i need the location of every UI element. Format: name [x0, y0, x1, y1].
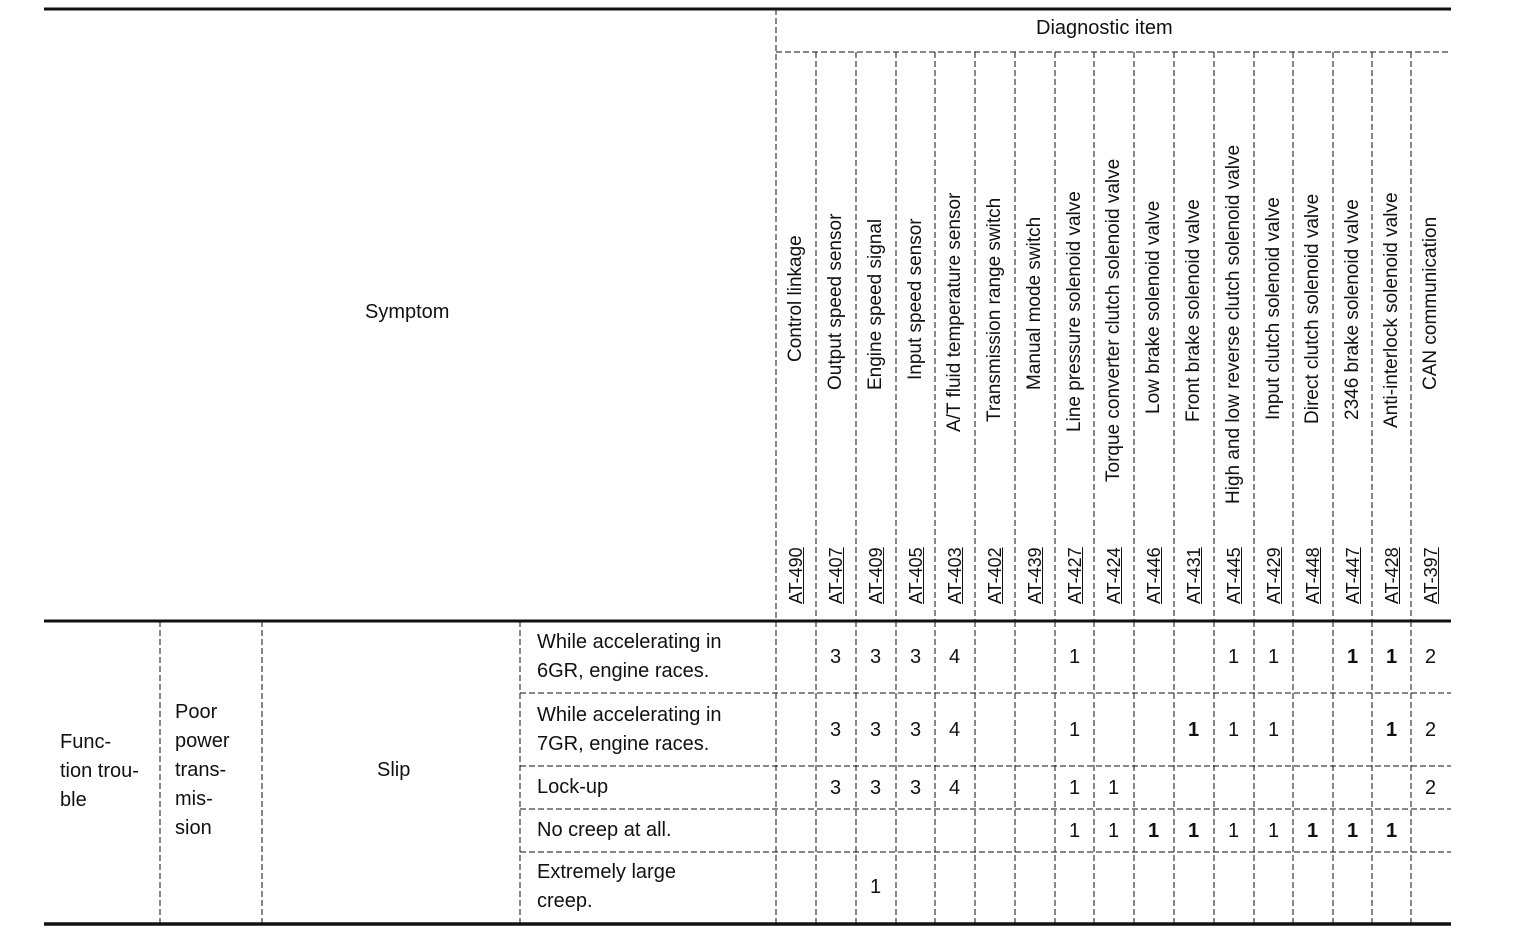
column-ref-link[interactable]: AT-402 [985, 547, 1005, 604]
table-cell-value: 1 [1187, 718, 1200, 741]
table-row-condition: While accelerating in 7GR, engine races. [537, 703, 722, 755]
table-row-condition: Lock-up [537, 776, 609, 798]
table-cell-value: 4 [948, 718, 961, 741]
column-ref-link[interactable]: AT-490 [786, 547, 806, 604]
table-cell-value: 1 [1267, 646, 1280, 668]
column-header-transmission-range-switch: Transmission range switch [984, 197, 1005, 422]
table-cell-value: 1 [1227, 646, 1240, 668]
column-header-input-clutch-solenoid-valve: Input clutch solenoid valve [1263, 197, 1284, 420]
column-header-direct-clutch-solenoid-valve: Direct clutch solenoid valve [1302, 193, 1323, 424]
table-cell-value: 2 [1424, 646, 1437, 668]
column-ref-link[interactable]: AT-445 [1224, 547, 1244, 604]
column-ref-link[interactable]: AT-431 [1184, 547, 1204, 604]
category-cell: Func- tion trou- ble [60, 731, 139, 811]
table-cell-value: 1 [1267, 819, 1280, 842]
column-header-output-speed-sensor: Output speed sensor [825, 213, 846, 390]
column-ref-link[interactable]: AT-447 [1343, 547, 1363, 604]
table-cell-value: 1 [1107, 819, 1120, 842]
column-ref-link[interactable]: AT-429 [1264, 547, 1284, 604]
table-cell-value: 3 [869, 718, 882, 741]
table-cell-value: 1 [1227, 819, 1240, 842]
diagnostic-item-header: Diagnostic item [1036, 17, 1173, 39]
table-cell-value: 3 [829, 776, 842, 799]
table-row-condition: While accelerating in 6GR, engine races. [537, 631, 722, 682]
table-cell-value: 3 [909, 718, 922, 741]
table-cell-value: 4 [948, 646, 961, 668]
table-cell-value: 1 [1267, 718, 1280, 741]
symptom-cell: Slip [377, 759, 411, 781]
column-header-control-linkage: Control linkage [785, 235, 806, 362]
column-header-engine-speed-signal: Engine speed signal [865, 218, 886, 390]
column-ref-link[interactable]: AT-403 [945, 547, 965, 604]
symptom-header: Symptom [365, 301, 450, 323]
column-ref-link[interactable]: AT-409 [866, 547, 886, 604]
column-header-input-speed-sensor: Input speed sensor [905, 218, 926, 380]
table-cell-value: 1 [1227, 718, 1240, 741]
column-ref-link[interactable]: AT-439 [1025, 547, 1045, 604]
column-header-2346-brake-solenoid-valve: 2346 brake solenoid valve [1342, 199, 1363, 420]
table-cell-value: 1 [1346, 819, 1359, 842]
column-header-anti-interlock-solenoid-valve: Anti-interlock solenoid valve [1381, 192, 1402, 428]
table-cell-value: 1 [1147, 819, 1160, 842]
table-cell-value: 4 [948, 776, 961, 799]
table-cell-value: 1 [1068, 776, 1081, 799]
table-cell-value: 1 [1346, 646, 1359, 668]
column-ref-link[interactable]: AT-397 [1421, 547, 1441, 604]
column-ref-link[interactable]: AT-407 [826, 547, 846, 604]
column-header-can-communication: CAN communication [1420, 216, 1441, 390]
table-cell-value: 3 [829, 718, 842, 741]
column-ref-link[interactable]: AT-446 [1144, 547, 1164, 604]
column-header-a-t-fluid-temperature-sensor: A/T fluid temperature sensor [944, 192, 965, 432]
table-cell-value: 3 [909, 646, 922, 668]
table-cell-value: 3 [869, 776, 882, 799]
column-ref-link[interactable]: AT-428 [1382, 547, 1402, 604]
table-cell-value: 1 [1187, 819, 1200, 842]
table-cell-value: 1 [1068, 646, 1081, 668]
column-ref-link[interactable]: AT-427 [1065, 547, 1085, 604]
table-cell-value: 3 [829, 646, 842, 668]
table-cell-value: 1 [1068, 718, 1081, 741]
table-cell-value: 3 [909, 776, 922, 799]
table-cell-value: 1 [1306, 819, 1319, 842]
table-cell-value: 2 [1424, 776, 1437, 799]
table-cell-value: 1 [1107, 776, 1120, 799]
column-header-front-brake-solenoid-valve: Front brake solenoid valve [1183, 199, 1204, 422]
table-cell-value: 1 [1385, 646, 1398, 668]
column-header-high-and-low-reverse-clutch-solenoid-valve: High and low reverse clutch solenoid valve [1223, 144, 1244, 504]
table-cell-value: 1 [1385, 718, 1398, 741]
column-header-low-brake-solenoid-valve: Low brake solenoid valve [1143, 200, 1164, 414]
table-cell-value: 1 [1385, 819, 1398, 842]
table-row-condition: No creep at all. [537, 819, 672, 841]
column-ref-link[interactable]: AT-448 [1303, 547, 1323, 604]
column-header-manual-mode-switch: Manual mode switch [1024, 216, 1045, 390]
table-cell-value: 2 [1424, 718, 1437, 741]
table-cell-value: 1 [869, 876, 882, 898]
column-ref-link[interactable]: AT-424 [1104, 547, 1124, 604]
column-header-line-pressure-solenoid-valve: Line pressure solenoid valve [1064, 191, 1085, 432]
column-header-torque-converter-clutch-solenoid-valve: Torque converter clutch solenoid valve [1103, 158, 1124, 482]
table-cell-value: 1 [1068, 819, 1081, 842]
table-row-condition: Extremely large creep. [537, 861, 676, 912]
column-ref-link[interactable]: AT-405 [906, 547, 926, 604]
subcategory-cell: Poor power trans- mis- sion [175, 701, 230, 839]
table-cell-value: 3 [869, 646, 882, 668]
